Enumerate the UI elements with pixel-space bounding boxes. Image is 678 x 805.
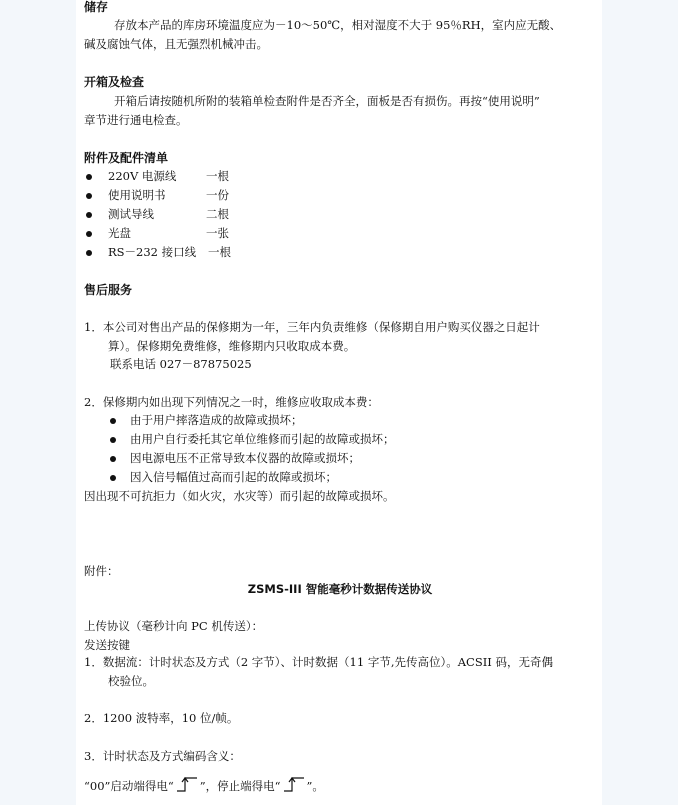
accessory-qty: 二根 xyxy=(206,207,229,221)
list-bullet xyxy=(86,174,92,180)
accessory-name: 使用说明书 xyxy=(108,188,166,202)
accessory-qty: 一根 xyxy=(206,169,229,183)
service-case: 由用户自行委托其它单位维修而引起的故障或损坏； xyxy=(130,432,395,446)
accessory-name: 光盘 xyxy=(108,226,131,240)
service-force-majeure: 因出现不可抗拒力（如火灾，水灾等）而引起的故障或损坏。 xyxy=(84,489,395,503)
service-item-2-intro: 2．保修期内如出现下列情况之一时，维修应收取成本费： xyxy=(84,395,379,409)
status-code-text-c: ”。 xyxy=(306,779,324,793)
list-bullet xyxy=(110,475,116,481)
accessory-name: 测试导线 xyxy=(108,207,154,221)
rising-edge-icon xyxy=(176,775,198,793)
appendix-label: 附件： xyxy=(84,564,119,578)
status-code-line xyxy=(84,775,324,796)
protocol-item-2: 2．1200 波特率，10 位/帧。 xyxy=(84,711,239,725)
service-item-1-line-2: 算）。保修期免费维修，维修期内只收取成本费。 xyxy=(108,339,356,353)
status-code-text-a: “00”启动端得电“ xyxy=(84,779,174,793)
list-bullet xyxy=(86,250,92,256)
service-item-1-line-1: 1．本公司对售出产品的保修期为一年，三年内负责维修（保修期自用户购买仪器之日起计 xyxy=(84,320,540,334)
unpacking-line-2: 章节进行通电检查。 xyxy=(84,113,188,127)
list-bullet xyxy=(86,231,92,237)
service-case: 因电源电压不正常导致本仪器的故障或损坏； xyxy=(130,451,360,465)
list-bullet xyxy=(86,193,92,199)
storage-line-1: 存放本产品的库房环境温度应为－10～50℃，相对湿度不大于 95％RH，室内应无酸、 xyxy=(114,18,562,32)
service-case: 因入信号幅值过高而引起的故障或损坏； xyxy=(130,470,337,484)
service-title: 售后服务 xyxy=(84,283,133,297)
list-bullet xyxy=(86,212,92,218)
appendix-title: ZSMS-III 智能毫秒计数据传送协议 xyxy=(247,582,433,596)
rising-edge-icon xyxy=(283,775,305,793)
left-margin xyxy=(0,0,76,805)
status-code-text-b: ”，停止端得电“ xyxy=(199,779,281,793)
accessory-qty: 一根 xyxy=(208,245,231,259)
storage-line-2: 碱及腐蚀气体，且无强烈机械冲击。 xyxy=(84,37,268,51)
service-case: 由于用户摔落造成的故障或损坏； xyxy=(130,413,303,427)
list-bullet xyxy=(110,418,116,424)
send-key: 发送按键 xyxy=(84,638,130,652)
list-bullet xyxy=(110,456,116,462)
protocol-item-3: 3．计时状态及方式编码含义： xyxy=(84,749,241,763)
accessories-title: 附件及配件清单 xyxy=(84,151,169,165)
unpacking-line-1: 开箱后请按随机所附的装箱单检查附件是否齐全，面板是否有损伤。再按“使用说明” xyxy=(114,94,540,108)
accessory-qty: 一份 xyxy=(206,188,229,202)
accessory-name: RS－232 接口线 xyxy=(108,245,197,259)
storage-title: 储存 xyxy=(84,0,109,14)
accessory-name: 220V 电源线 xyxy=(108,169,177,183)
service-phone: 联系电话 027－87875025 xyxy=(110,357,252,371)
right-margin xyxy=(602,0,678,805)
list-bullet xyxy=(110,437,116,443)
protocol-item-1-line-2: 校验位。 xyxy=(108,674,154,688)
upload-protocol: 上传协议（毫秒计向 PC 机传送）： xyxy=(84,619,264,633)
unpacking-title: 开箱及检查 xyxy=(84,75,145,89)
accessory-qty: 一张 xyxy=(206,226,229,240)
protocol-item-1-line-1: 1．数据流：计时状态及方式（2 字节）、计时数据（11 字节,先传高位）。ACSII 码，无奇偶 xyxy=(84,655,553,669)
